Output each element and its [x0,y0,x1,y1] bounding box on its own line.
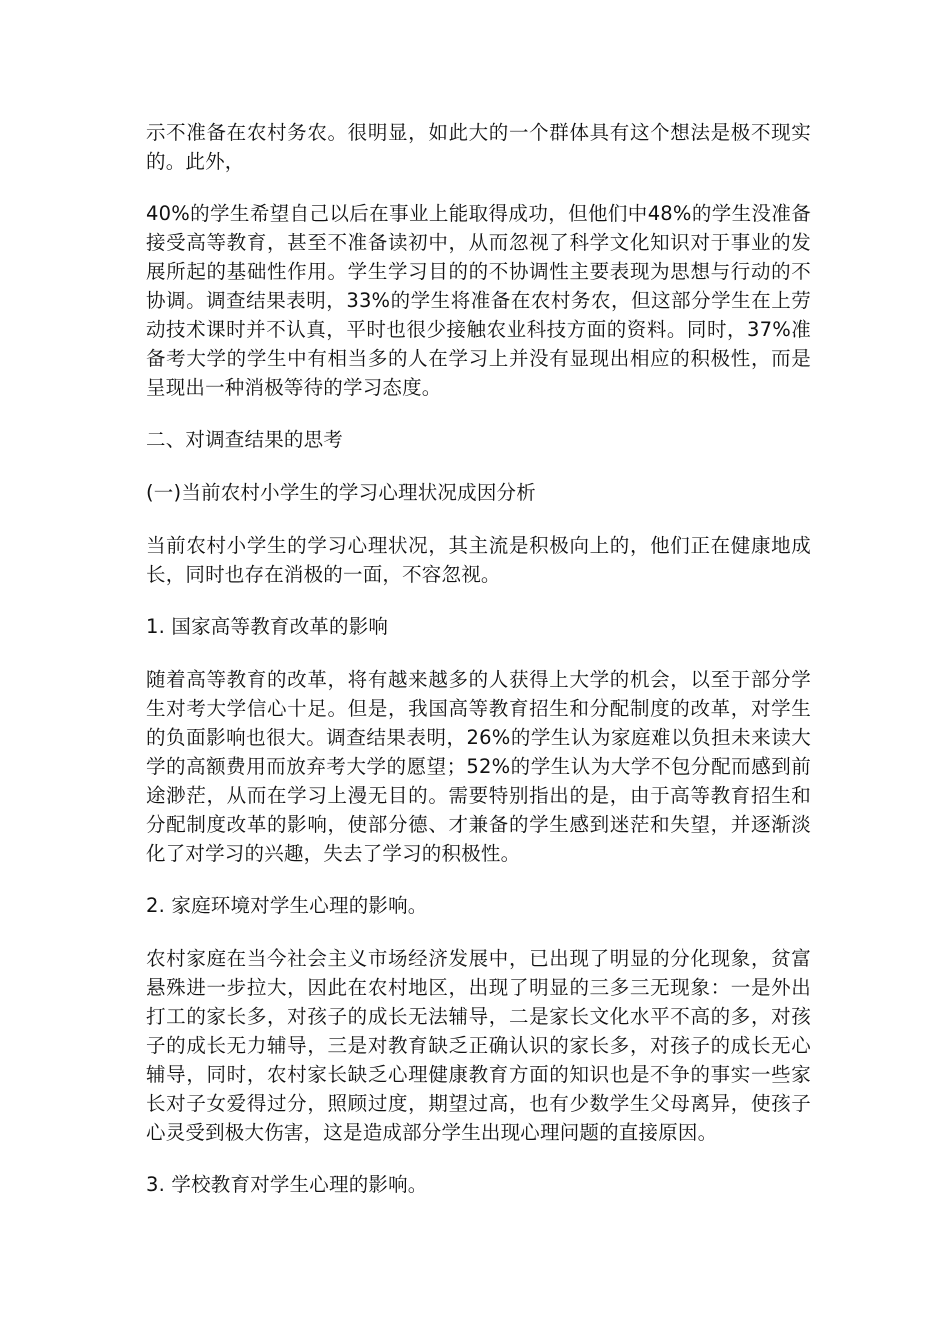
paragraph-survey-results: 40%的学生希望自己以后在事业上能取得成功，但他们中48%的学生没准备接受高等教育，甚至不准备读初中，从而忽视了科学文化知识对于事业的发展所起的基础性作用。学生学习目的的不协调性主要表现为思想与行动的不协调。调查结果表明，33%的学生将准备在农村务农，但这部分学生在上劳动技术课时并不认真，平时也很少接触农业科技方面的资料。同时，37%准备考大学的学生中有相当多的人在学习上并没有显现出相应的积极性，而是呈现出一种消极等待的学习态度。 [146,202,811,399]
item-heading-3: 3. 学校教育对学生心理的影响。 [146,1173,428,1196]
paragraph-education-reform: 随着高等教育的改革，将有越来越多的人获得上大学的机会，以至于部分学生对考大学信心十足。但是，我国高等教育招生和分配制度的改革，对学生的负面影响也很大。调查结果表明，26%的学生认为家庭难以负担未来读大学的高额费用而放弃考大学的愿望；52%的学生认为大学不包分配而感到前途渺茫，从而在学习上漫无目的。需要特别指出的是，由于高等教育招生和分配制度改革的影响，使部分德、才兼备的学生感到迷茫和失望，并逐渐淡化了对学习的兴趣，失去了学习的积极性。 [146,668,811,865]
document-page [146,118,811,1223]
item-heading-1: 1. 国家高等教育改革的影响 [146,615,389,638]
paragraph-continuation: 示不准备在农村务农。很明显，如此大的一个群体具有这个想法是极不现实的。此外， [146,121,811,173]
paragraph-family-environment: 农村家庭在当今社会主义市场经济发展中，已出现了明显的分化现象，贫富悬殊进一步拉大，因此在农村地区，出现了明显的三多三无现象：一是外出打工的家长多，对孩子的成长无法辅导，二是家长文化水平不高的多，对孩子的成长无力辅导，三是对教育缺乏正确认识的家长多，对孩子的成长无心辅导，同时，农村家长缺乏心理健康教育方面的知识也是不争的事实一些家长对子女爱得过分，照顾过度，期望过高，也有少数学生父母离异，使孩子心灵受到极大伤害，这是造成部分学生出现心理问题的直接原因。 [146,947,811,1144]
paragraph-mainstream: 当前农村小学生的学习心理状况，其主流是积极向上的，他们正在健康地成长，同时也存在消极的一面，不容忽视。 [146,534,811,586]
subsection-heading-cause-analysis: (一)当前农村小学生的学习心理状况成因分析 [146,481,536,504]
section-heading-reflection: 二、对调查结果的思考 [146,428,344,451]
item-heading-2: 2. 家庭环境对学生心理的影响。 [146,894,428,917]
